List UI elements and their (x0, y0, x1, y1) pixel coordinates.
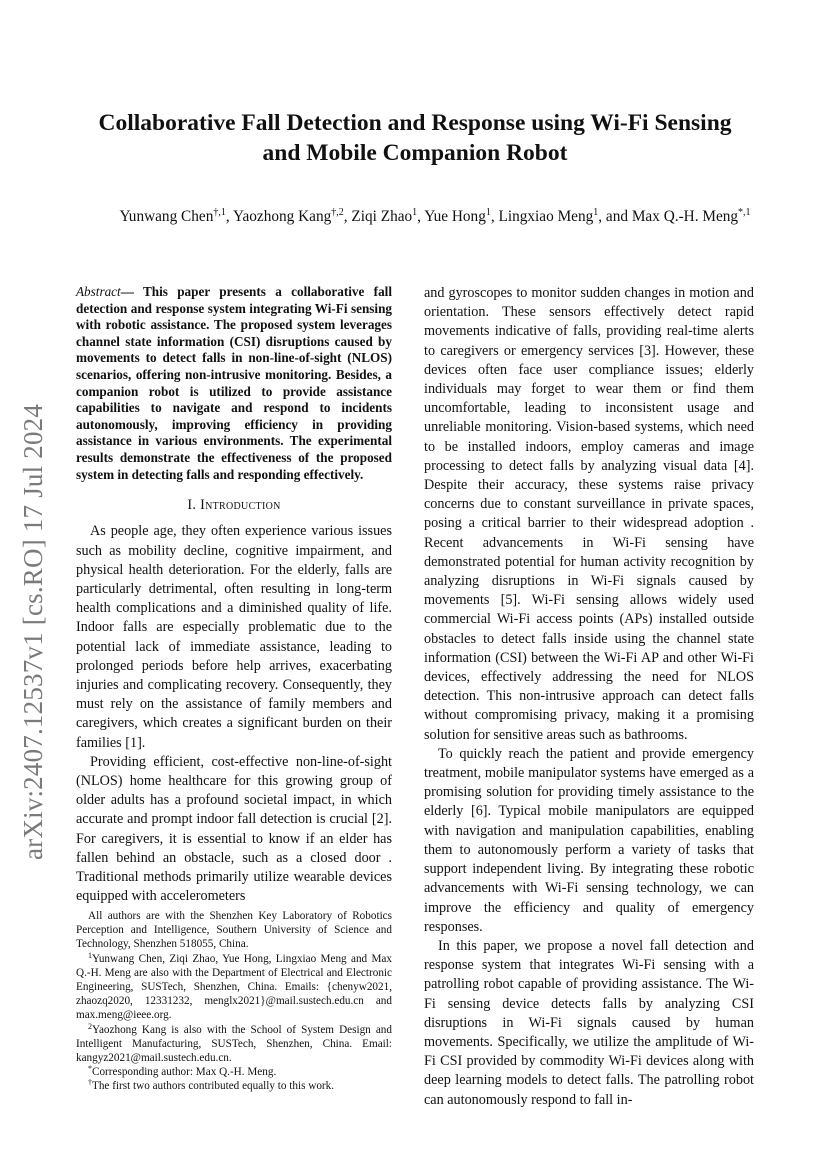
abstract (76, 284, 392, 483)
author: Yunwang Chen$^{\dagger,1}$, (119, 207, 233, 225)
left-column (76, 284, 392, 906)
abstract-label: Abstract (76, 284, 121, 299)
abstract-text: — This paper presents a collaborative fall detection and response system integrating Wi-Fi sensing with robotic assistance. The proposed system leverages channel state information (CSI) disruptions caused by movements to detect falls in non-line-of-sight (NLOS) scenarios, offering non-intrusive monitoring. Besides, a companion robot is utilized to provide assistance capabilities to navigate and respond to incidents autonomously, improving efficiency in providing assistance in various environments. The experimental results demonstrate the effectiveness of the proposed system in detecting falls and responding effectively. (76, 284, 392, 482)
author: Yue Hong$^1$, (424, 207, 499, 225)
section-heading-introduction: I. Introduction (187, 497, 281, 514)
paragraph: In this paper, we propose a novel fall detection and response system that integrates Wi-Fi sensing with a patrolling robot capable of providing assistance. The Wi-Fi sensing device detects falls by analyzing CSI disruptions in Wi-Fi signals caused by human movements. Specifically, we utilize the amplitude of Wi-Fi CSI provided by commodity Wi-Fi devices along with deep learning models to detect falls. The patrolling robot can autonomously respond to fall in- (424, 937, 754, 1108)
footnote: †The first two authors contributed equally to this work. (88, 1078, 335, 1093)
author-list (40, 208, 828, 226)
footnotes (76, 909, 392, 1094)
author: Lingxiao Meng$^1$, and (498, 207, 632, 225)
title-line-2: and Mobile Companion Robot (262, 140, 568, 166)
arxiv-identifier: arXiv:2407.12537v1 [cs.RO] 17 Jul 2024 (18, 403, 48, 860)
footnote: All authors are with the Shenzhen Key Laboratory of Robotics Perception and Intelligence, Southern University of Science and Technology, Shenzhen 518055, China. (76, 910, 392, 951)
paragraph: Providing efficient, cost-effective non-line-of-sight (NLOS) home healthcare for this growing group of older adults has a profound societal impact, in which accurate and prompt indoor fall detection is crucial [2]. For caregivers, it is essential to know if an elder has fallen behind an obstacle, such as a closed door . Traditional methods primarily utilize wearable devices equipped with accelerometers (76, 753, 392, 905)
author: Max Q.-H. Meng$^{*,1}$ (631, 207, 751, 225)
title-line-1: Collaborative Fall Detection and Response using Wi-Fi Sensing (98, 110, 732, 136)
right-column (424, 284, 754, 1110)
paragraph: To quickly reach the patient and provide emergency treatment, mobile manipulator systems have emerged as a promising solution for providing timely assistance to the elderly [6]. Typical mobile manipulators are equipped with navigation and manipulation capabilities, enabling them to autonomously perform a variety of tasks that support independent living. By integrating these robotic advancements with Wi-Fi sensing technology, we can improve the efficiency and quality of emergency responses. (424, 745, 754, 935)
footnote: *Corresponding author: Max Q.-H. Meng. (88, 1064, 277, 1079)
paragraph: and gyroscopes to monitor sudden changes in motion and orientation. These sensors effectively detect rapid movements indicative of falls, providing real-time alerts to caregivers or emergency services [3]. However, these devices often face user compliance issues; elderly individuals may forget to wear them or find them uncomfortable, leading to inconsistent usage and unreliable monitoring. Vision-based systems, which need to be installed indoors, employ cameras and image processing to detect falls by analyzing visual data [4]. Despite their accuracy, these systems raise privacy concerns due to constant surveillance in private spaces, posing a critical barrier to their widespread adoption . Recent advancements in Wi-Fi sensing have demonstrated potential for human activity recognition by analyzing disruptions in Wi-Fi signals caused by movements [5]. Wi-Fi sensing allows widely used commercial Wi-Fi access points (APs) installed outside obstacles to detect falls inside using the channel state information (CSI) between the Wi-Fi AP and other Wi-Fi devices, effectively addressing the need for NLOS detection. This non-intrusive approach can detect falls without compromising privacy, making it a promising solution for sensitive areas such as bathrooms. (424, 285, 754, 743)
paragraph: As people age, they often experience various issues such as mobility decline, cognitive impairment, and physical health deterioration. For the elderly, falls are particularly detrimental, often resulting in long-term health complications and a diminished quality of life. Indoor falls are especially problematic due to the potential lack of immediate assistance, leading to prolonged periods before help arrives, exacerbating injuries and complicating recovery. Consequently, they must rely on the assistance of family members and caregivers, which creates a significant burden on their families [1]. (76, 523, 392, 751)
footnote: $^1$Yunwang Chen, Ziqi Zhao, Yue Hong, Lingxiao Meng and Max Q.-H. Meng are also with the Department of Electrical and Electronic Engineering, SUSTech, Shenzhen, China. Emails: {chenyw2021, zhaozq2020, 12331232, menglx2021}@mail.sustech.edu.cn and max.meng@ieee.org. (76, 950, 392, 1022)
footnote: $^2$Yaozhong Kang is also with the School of System Design and Intelligent Manufacturing, SUSTech, Shenzhen, China. Email: kangyz2021@mail.sustech.edu.cn. (76, 1021, 392, 1065)
author: Yaozhong Kang$^{\dagger,2}$, (232, 207, 352, 225)
author: Ziqi Zhao$^1$, (351, 207, 425, 225)
paper-title (60, 108, 770, 168)
